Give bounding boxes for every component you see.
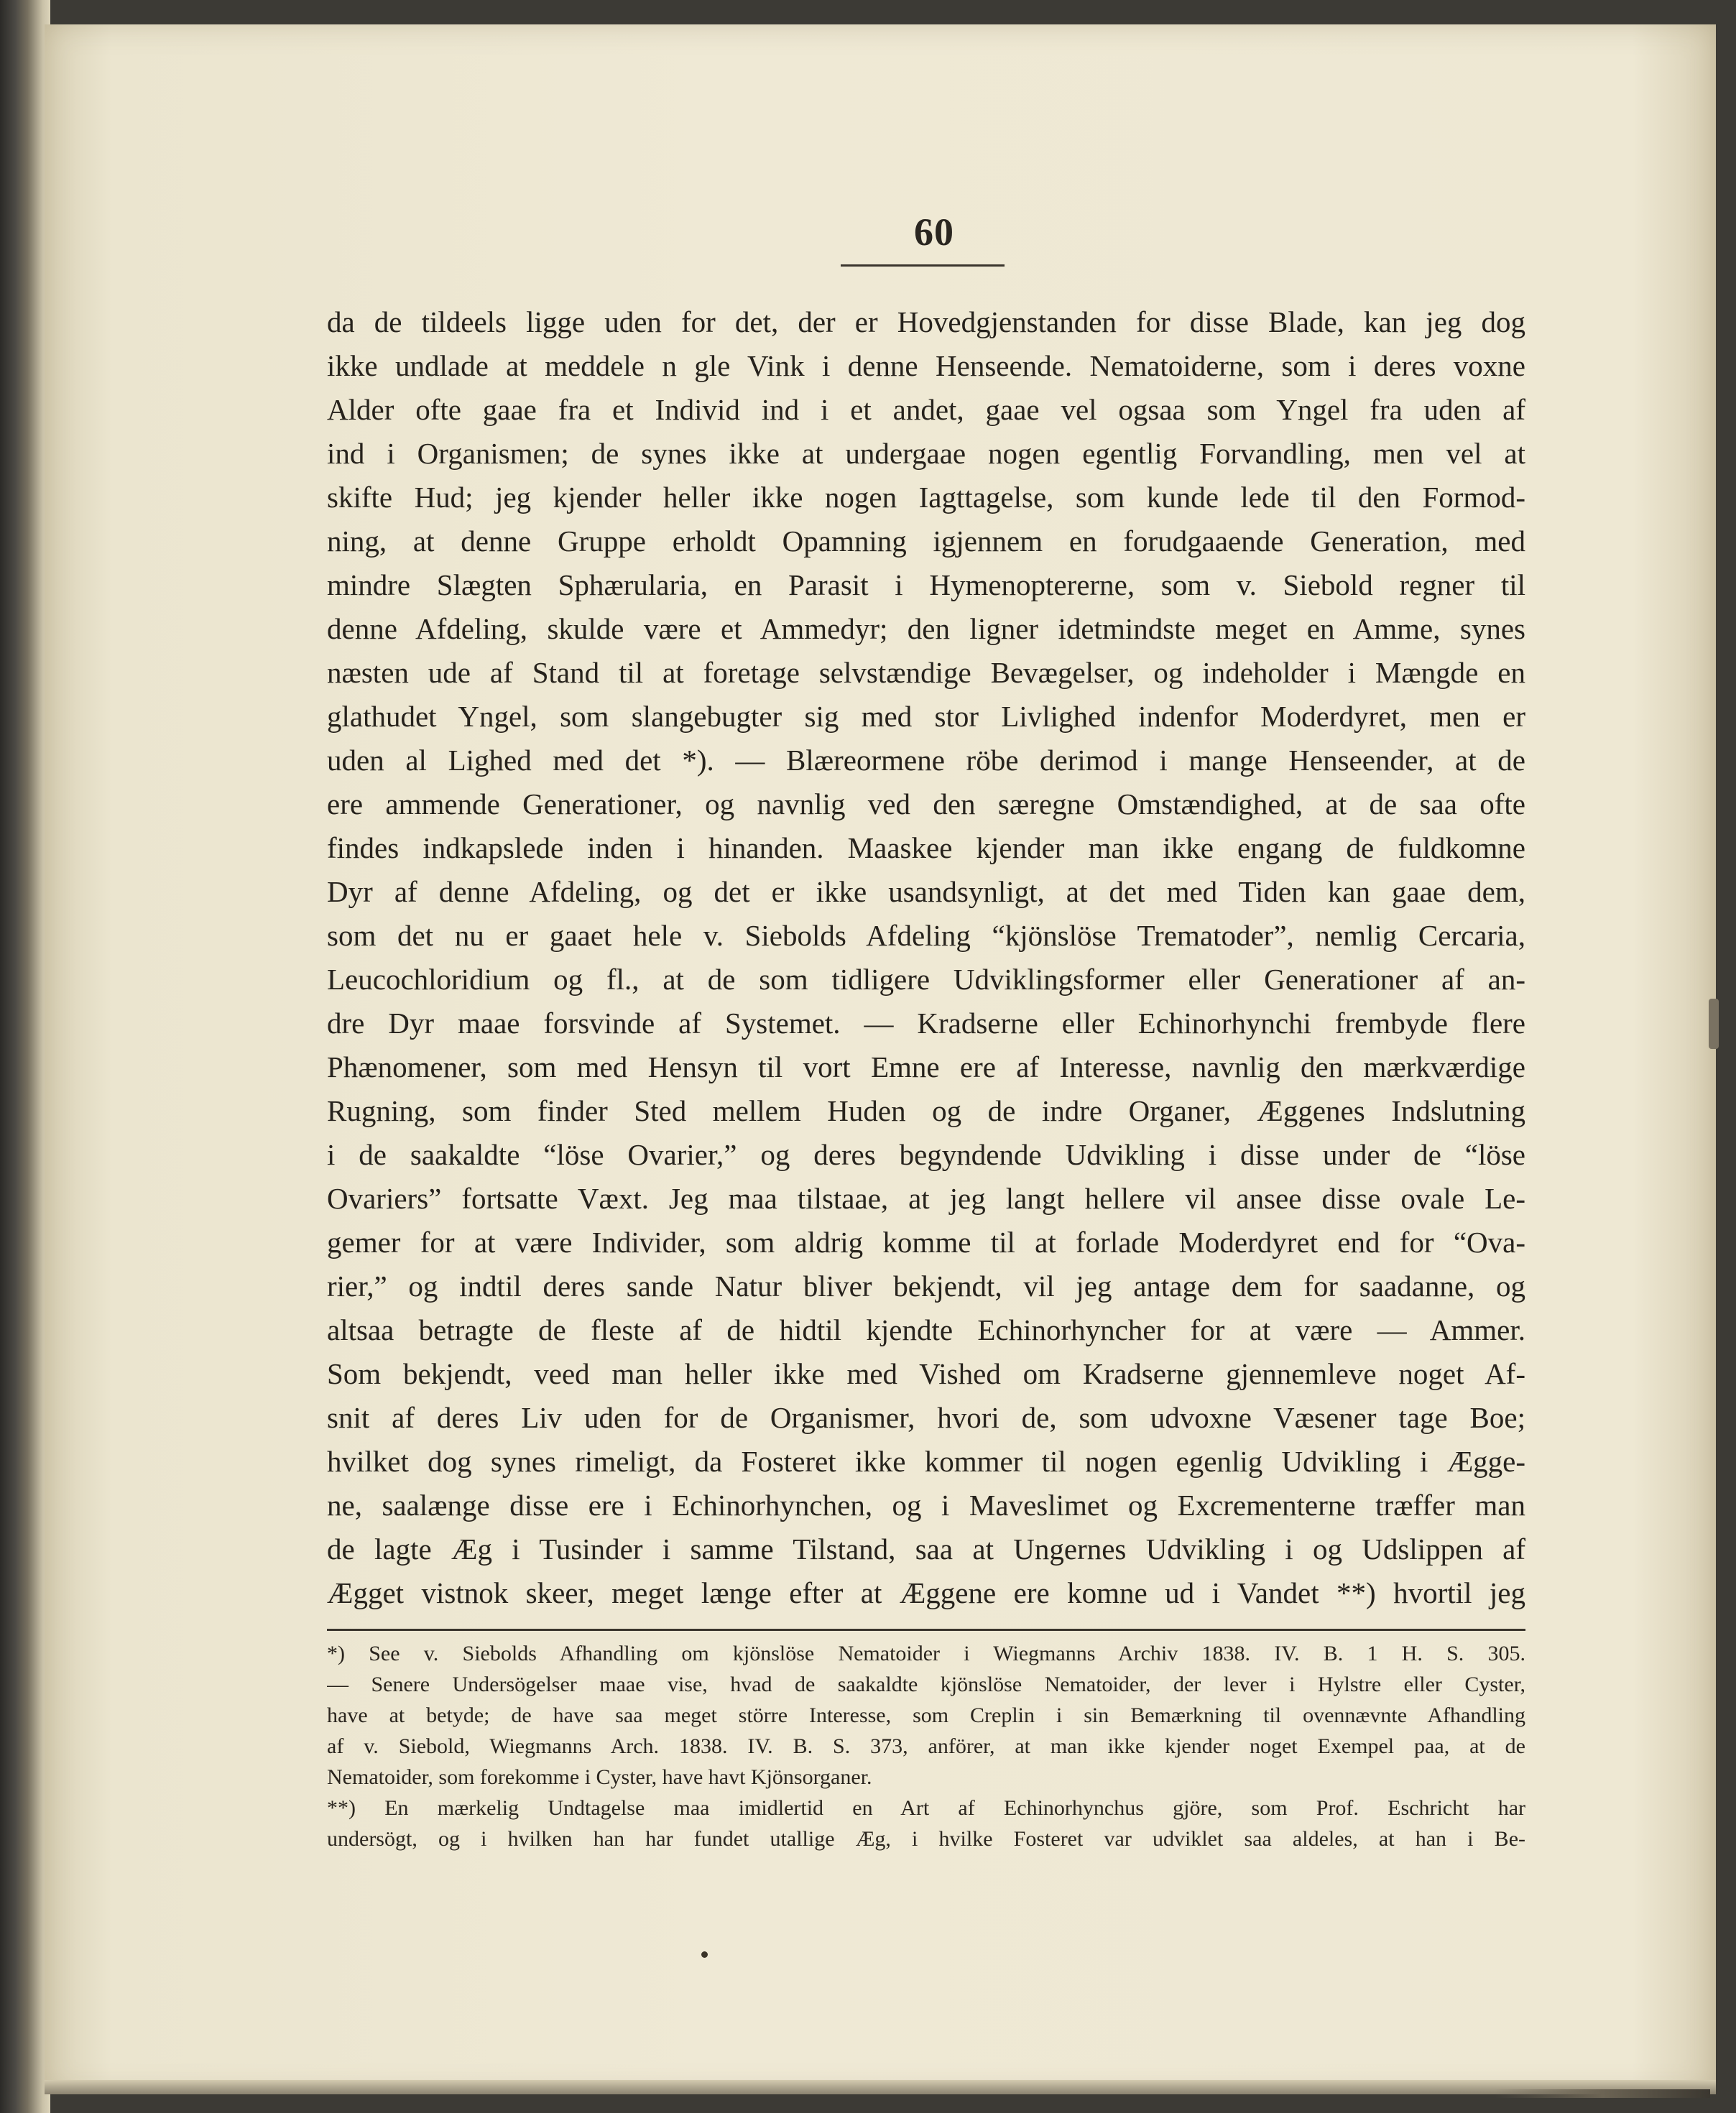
page-bottom-edge <box>45 2080 1716 2094</box>
text-line: Dyr af denne Afdeling, og det er ikke usandsynligt, at det med Tiden kan gaae dem, <box>327 875 1525 908</box>
text-line: uden al Lighed med det *). — Blæreormene röbe derimod i mange Henseender, at de <box>327 744 1525 777</box>
footnote-line: have at betyde; de have saa meget större Interesse, som Creplin i sin Bemærkning til ovennævnte Afhandling <box>327 1703 1525 1727</box>
text-line: i de saakaldte “löse Ovarier,” og deres begyndende Udvikling i disse under de “löse <box>327 1138 1525 1171</box>
page-tab-mark <box>1709 999 1719 1049</box>
text-line: findes indkapslede inden i hinanden. Maaskee kjender man ikke engang de fuldkomne <box>327 831 1525 864</box>
footnote-line: Nematoider, som forekomme i Cyster, have havt Kjönsorganer. <box>327 1765 872 1789</box>
text-line: dre Dyr maae forsvinde af Systemet. — Kradserne eller Echinorhynchi frembyde flere <box>327 1007 1525 1040</box>
book-binding-edge <box>0 0 50 2113</box>
main-text-block <box>327 300 1525 1615</box>
text-line: ind i Organismen; de synes ikke at undergaae nogen egentlig Forvandling, men vel at <box>327 437 1525 470</box>
text-line: mindre Slægten Sphærularia, en Parasit i Hymenoptererne, som v. Siebold regner til <box>327 568 1525 601</box>
text-line: ning, at denne Gruppe erholdt Opamning igjennem en forudgaaende Generation, med <box>327 524 1525 558</box>
text-line: Som bekjendt, veed man heller ikke med Vished om Kradserne gjennemleve noget Af- <box>327 1357 1525 1390</box>
page-corner-shadow <box>1495 2089 1710 2098</box>
text-line: ere ammende Generationer, og navnlig ved den særegne Omstændighed, at de saa ofte <box>327 787 1525 820</box>
footnote-line: *) See v. Siebolds Afhandling om kjönslöse Nematoider i Wiegmanns Archiv 1838. IV. B. 1 H. S. 305. <box>327 1642 1525 1665</box>
footnote-line: **) En mærkelig Undtagelse maa imidlertid en Art af Echinorhynchus gjöre, som Prof. Eschricht har <box>327 1796 1525 1820</box>
footnote-line: — Senere Undersögelser maae vise, hvad de saakaldte kjönslöse Nematoider, der lever i Hylstre eller Cyster, <box>327 1673 1525 1696</box>
text-line: skifte Hud; jeg kjender heller ikke nogen Iagttagelse, som kunde lede til den Formod- <box>327 481 1525 514</box>
text-line: da de tildeels ligge uden for det, der er Hovedgjenstanden for disse Blade, kan jeg dog <box>327 305 1525 338</box>
page-number-rule <box>841 264 1005 267</box>
text-line: næsten ude af Stand til at foretage selvstændige Bevægelser, og indeholder i Mængde en <box>327 656 1525 689</box>
text-line: hvilket dog synes rimeligt, da Fosteret ikke kommer til nogen egenlig Udvikling i Ægge- <box>327 1445 1525 1478</box>
text-line: glathudet Yngel, som slangebugter sig med stor Livlighed indenfor Moderdyret, men er <box>327 700 1525 733</box>
footnote-line: undersögt, og i hvilken han har fundet utallige Æg, i hvilke Fosteret var udviklet saa aldeles, at han i Be- <box>327 1827 1525 1851</box>
text-line: Phænomener, som med Hensyn til vort Emne ere af Interesse, navnlig den mærkværdige <box>327 1050 1525 1083</box>
text-line: snit af deres Liv uden for de Organismer, hvori de, som udvoxne Væsener tage Boe; <box>327 1401 1525 1434</box>
text-line: ikke undlade at meddele n gle Vink i denne Henseende. Nematoiderne, som i deres voxne <box>327 349 1525 382</box>
text-line: denne Afdeling, skulde være et Ammedyr; den ligner idetmindste meget en Amme, synes <box>327 612 1525 645</box>
text-line: Alder ofte gaae fra et Individ ind i et andet, gaae vel ogsaa som Yngel fra uden af <box>327 393 1525 426</box>
footnotes-block <box>327 1638 1525 1854</box>
text-line: Ægget vistnok skeer, meget længe efter at Æggene ere komne ud i Vandet **) hvortil jeg <box>327 1576 1525 1609</box>
text-line: gemer for at være Individer, som aldrig komme til at forlade Moderdyret end for “Ova- <box>327 1226 1525 1259</box>
text-line: rier,” og indtil deres sande Natur bliver bekjendt, vil jeg antage dem for saadanne, og <box>327 1270 1525 1303</box>
text-line: Ovariers” fortsatte Væxt. Jeg maa tilstaae, at jeg langt hellere vil ansee disse ovale Le- <box>327 1182 1525 1215</box>
text-line: altsaa betragte de fleste af de hidtil kjendte Echinorhyncher for at være — Ammer. <box>327 1313 1525 1346</box>
footnote-line: af v. Siebold, Wiegmanns Arch. 1838. IV. B. S. 373, anförer, at man ikke kjender noget Exempel paa, at de <box>327 1734 1525 1758</box>
footnote-separator <box>327 1629 1525 1631</box>
text-line: Rugning, som finder Sted mellem Huden og de indre Organer, Æggenes Indslutning <box>327 1094 1525 1127</box>
text-line: som det nu er gaaet hele v. Siebolds Afdeling “kjönslöse Trematoder”, nemlig Cercaria, <box>327 919 1525 952</box>
text-line: Leucochloridium og fl., at de som tidligere Udviklingsformer eller Generationer af an- <box>327 963 1525 996</box>
page-number: 60 <box>914 211 954 254</box>
text-line: ne, saalænge disse ere i Echinorhynchen, og i Maveslimet og Excrementerne træffer man <box>327 1489 1525 1522</box>
ink-speck <box>701 1951 708 1958</box>
text-line: de lagte Æg i Tusinder i samme Tilstand, saa at Ungernes Udvikling i og Udslippen af <box>327 1532 1525 1566</box>
